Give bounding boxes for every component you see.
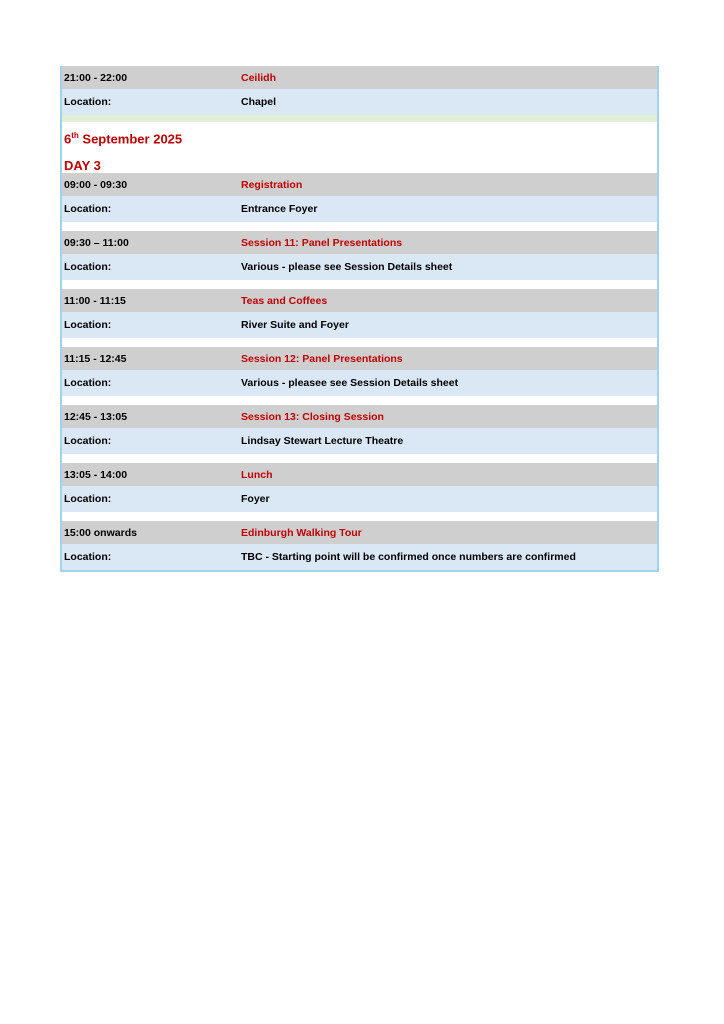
time-row <box>62 521 657 544</box>
time-cell: 12:45 - 13:05 <box>64 410 128 423</box>
date-rest: September 2025 <box>78 131 183 147</box>
time-row <box>62 405 657 428</box>
event-title: Session 11: Panel Presentations <box>241 236 403 249</box>
location-row <box>62 486 657 512</box>
time-cell: 13:05 - 14:00 <box>64 468 128 481</box>
location-row <box>62 428 657 454</box>
location-row <box>62 544 657 570</box>
location-label: Location: <box>64 551 112 563</box>
event-title: Teas and Coffees <box>241 294 328 307</box>
location-value: Chapel <box>241 96 277 108</box>
date-suffix: th <box>71 131 79 140</box>
date-heading <box>64 131 182 146</box>
location-label: Location: <box>64 377 112 389</box>
day-title: DAY 3 <box>64 158 101 173</box>
event-title: Edinburgh Walking Tour <box>241 526 362 539</box>
location-value: Various - please see Session Details sheet <box>241 261 453 273</box>
location-row <box>62 89 657 115</box>
event-title: Lunch <box>241 468 273 481</box>
time-row <box>62 231 657 254</box>
time-row <box>62 347 657 370</box>
time-cell: 15:00 onwards <box>64 526 137 539</box>
time-cell: 09:30 – 11:00 <box>64 236 129 249</box>
location-label: Location: <box>64 435 112 447</box>
event-title: Session 12: Panel Presentations <box>241 352 403 365</box>
location-value: Lindsay Stewart Lecture Theatre <box>241 435 404 447</box>
time-cell: 09:00 - 09:30 <box>64 178 128 191</box>
location-label: Location: <box>64 203 112 215</box>
location-value: Entrance Foyer <box>241 203 318 215</box>
location-row <box>62 196 657 222</box>
location-label: Location: <box>64 319 112 331</box>
event-title: Registration <box>241 178 303 191</box>
location-label: Location: <box>64 493 112 505</box>
time-row <box>62 173 657 196</box>
day-separator <box>62 115 657 122</box>
time-row <box>62 289 657 312</box>
schedule-table <box>60 66 659 572</box>
location-value: River Suite and Foyer <box>241 319 349 331</box>
location-label: Location: <box>64 96 112 108</box>
event-title: Session 13: Closing Session <box>241 410 384 423</box>
time-cell: 11:15 - 12:45 <box>64 352 127 365</box>
location-label: Location: <box>64 261 112 273</box>
location-value: Various - pleasee see Session Details sheet <box>241 377 459 389</box>
event-title: Ceilidh <box>241 71 277 84</box>
location-row <box>62 312 657 338</box>
time-cell: 11:00 - 11:15 <box>64 294 126 307</box>
location-value: Foyer <box>241 493 270 505</box>
time-row <box>62 463 657 486</box>
location-row <box>62 370 657 396</box>
time-cell: 21:00 - 22:00 <box>64 71 128 84</box>
location-row <box>62 254 657 280</box>
location-value: TBC - Starting point will be confirmed once numbers are confirmed <box>241 551 576 563</box>
date-day: 6 <box>64 131 72 147</box>
time-row <box>62 66 657 89</box>
